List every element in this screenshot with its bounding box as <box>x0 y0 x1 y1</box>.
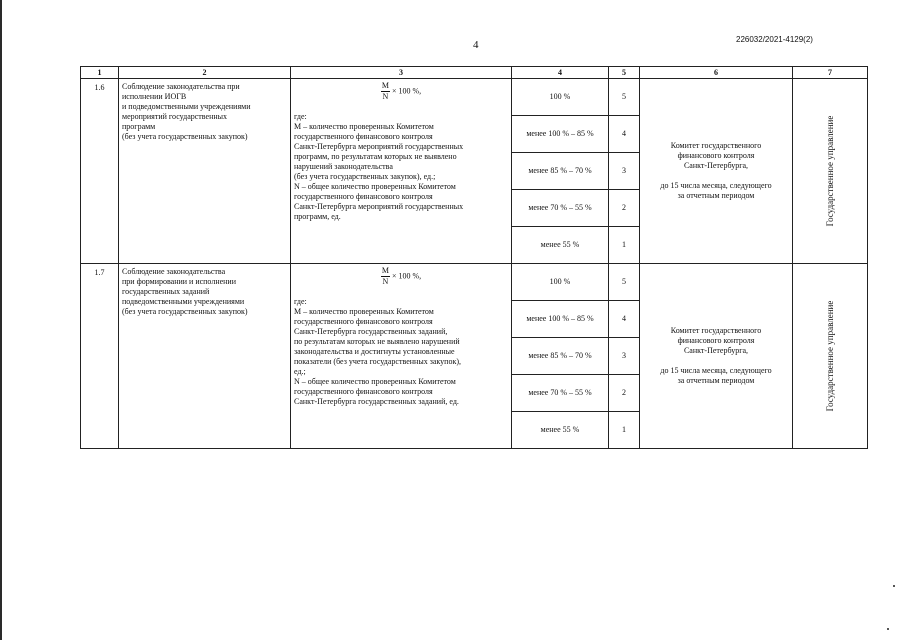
responsible-cell <box>640 79 793 264</box>
formula <box>294 266 508 287</box>
responsible-line: до 15 числа месяца, следующего <box>660 181 772 190</box>
responsible-line: за отчетным периодом <box>677 376 755 385</box>
responsible-line: Санкт-Петербурга, <box>683 346 749 355</box>
explanation-line: по результатам которых не выявлено нарушений <box>294 337 460 346</box>
level-range: 100 % <box>512 79 609 116</box>
sphere-label: Государственное управление <box>825 300 835 412</box>
responsible-line: финансового контроля <box>677 336 755 345</box>
header-cell: 7 <box>793 67 868 79</box>
explanation-line: государственного финансового контроля <box>294 317 433 326</box>
level-range: менее 70 % – 55 % <box>512 375 609 412</box>
table-row <box>81 264 868 301</box>
responsible-line: финансового контроля <box>677 151 755 160</box>
responsible-line: Комитет государственного <box>670 326 762 335</box>
level-score: 5 <box>609 264 640 301</box>
level-score: 2 <box>609 190 640 227</box>
level-range: менее 55 % <box>512 227 609 264</box>
indicator-name <box>119 264 291 449</box>
name-line: Соблюдение законодательства <box>122 267 226 276</box>
explanation-line: государственного финансового контроля <box>294 192 433 201</box>
explanation-line: N – общее количество проверенных Комитетом <box>294 182 456 191</box>
responsible-line: до 15 числа месяца, следующего <box>660 366 772 375</box>
formula-cell <box>291 264 512 449</box>
fraction <box>381 266 390 287</box>
formula-cell <box>291 79 512 264</box>
level-score: 2 <box>609 375 640 412</box>
level-range: менее 70 % – 55 % <box>512 190 609 227</box>
name-line: программ <box>122 122 156 131</box>
scan-speck <box>893 585 895 587</box>
formula <box>294 81 508 102</box>
name-line: исполнении ИОГВ <box>122 92 187 101</box>
level-range: менее 100 % – 85 % <box>512 116 609 153</box>
explanation-line: Санкт-Петербурга мероприятий государственных <box>294 142 464 151</box>
denominator: N <box>382 277 389 286</box>
indicator-number: 1.6 <box>81 79 119 264</box>
level-score: 4 <box>609 301 640 338</box>
level-score: 3 <box>609 153 640 190</box>
explanation-line: нарушений законодательства <box>294 162 393 171</box>
scan-left-edge <box>0 0 2 640</box>
responsible-line: Комитет государственного <box>670 141 762 150</box>
sphere-cell <box>793 79 868 264</box>
explanation-line: где: <box>294 297 307 306</box>
name-line: при формировании и исполнении <box>122 277 236 286</box>
indicator-name <box>119 79 291 264</box>
header-cell: 6 <box>640 67 793 79</box>
name-line: (без учета государственных закупок) <box>122 132 248 141</box>
explanation-line: M – количество проверенных Комитетом <box>294 122 434 131</box>
header-cell: 5 <box>609 67 640 79</box>
explanation-line: N – общее количество проверенных Комитетом <box>294 377 456 386</box>
name-line: (без учета государственных закупок) <box>122 307 248 316</box>
table-row <box>81 79 868 116</box>
explanation-line: государственного финансового контроля <box>294 132 433 141</box>
responsible-spacer <box>644 171 788 181</box>
explanation-line: программ, ед. <box>294 212 341 221</box>
name-line: и подведомственными учреждениями <box>122 102 251 111</box>
explanation-line: программ, по результатам которых не выявлено <box>294 152 457 161</box>
name-line: подведомственными учреждениями <box>122 297 245 306</box>
level-range: 100 % <box>512 264 609 301</box>
name-line: Соблюдение законодательства при <box>122 82 240 91</box>
name-line: государственных заданий <box>122 287 210 296</box>
formula-suffix: × 100 %, <box>389 271 422 281</box>
responsible-line: Санкт-Петербурга, <box>683 161 749 170</box>
level-range: менее 85 % – 70 % <box>512 153 609 190</box>
scan-speck <box>887 628 889 630</box>
responsible-spacer <box>644 356 788 366</box>
indicators-table <box>80 66 868 449</box>
name-line: мероприятий государственных <box>122 112 228 121</box>
level-score: 1 <box>609 412 640 449</box>
explanation-line: где: <box>294 112 307 121</box>
explanation-line: показатели (без учета государственных закупок), <box>294 357 462 366</box>
document-number: 226032/2021-4129(2) <box>736 35 813 44</box>
header-cell: 3 <box>291 67 512 79</box>
denominator: N <box>382 92 389 101</box>
numerator: M <box>381 266 389 275</box>
explanation-line: ед.; <box>294 367 306 376</box>
level-score: 3 <box>609 338 640 375</box>
sphere-label: Государственное управление <box>825 115 835 227</box>
header-cell: 2 <box>119 67 291 79</box>
explanation-line: (без учета государственных закупок), ед.; <box>294 172 436 181</box>
explanation-line: Санкт-Петербурга мероприятий государственных <box>294 202 464 211</box>
numerator: M <box>381 81 389 90</box>
explanation-line: государственного финансового контроля <box>294 387 433 396</box>
indicator-number: 1.7 <box>81 264 119 449</box>
explanation-line: M – количество проверенных Комитетом <box>294 307 434 316</box>
responsible-line: за отчетным периодом <box>677 191 755 200</box>
level-score: 5 <box>609 79 640 116</box>
level-score: 4 <box>609 116 640 153</box>
header-row <box>81 67 868 79</box>
level-range: менее 100 % – 85 % <box>512 301 609 338</box>
page-number: 4 <box>473 39 479 51</box>
formula-suffix: × 100 %, <box>389 86 422 96</box>
level-range: менее 55 % <box>512 412 609 449</box>
header-cell: 4 <box>512 67 609 79</box>
responsible-cell <box>640 264 793 449</box>
header-cell: 1 <box>81 67 119 79</box>
fraction <box>381 81 390 102</box>
explanation-line: Санкт-Петербурга государственных заданий, <box>294 327 448 336</box>
level-score: 1 <box>609 227 640 264</box>
explanation-line: Санкт-Петербурга государственных заданий, ед. <box>294 397 459 406</box>
level-range: менее 85 % – 70 % <box>512 338 609 375</box>
sphere-cell <box>793 264 868 449</box>
explanation-line: законодательства и достигнуты установленные <box>294 347 455 356</box>
